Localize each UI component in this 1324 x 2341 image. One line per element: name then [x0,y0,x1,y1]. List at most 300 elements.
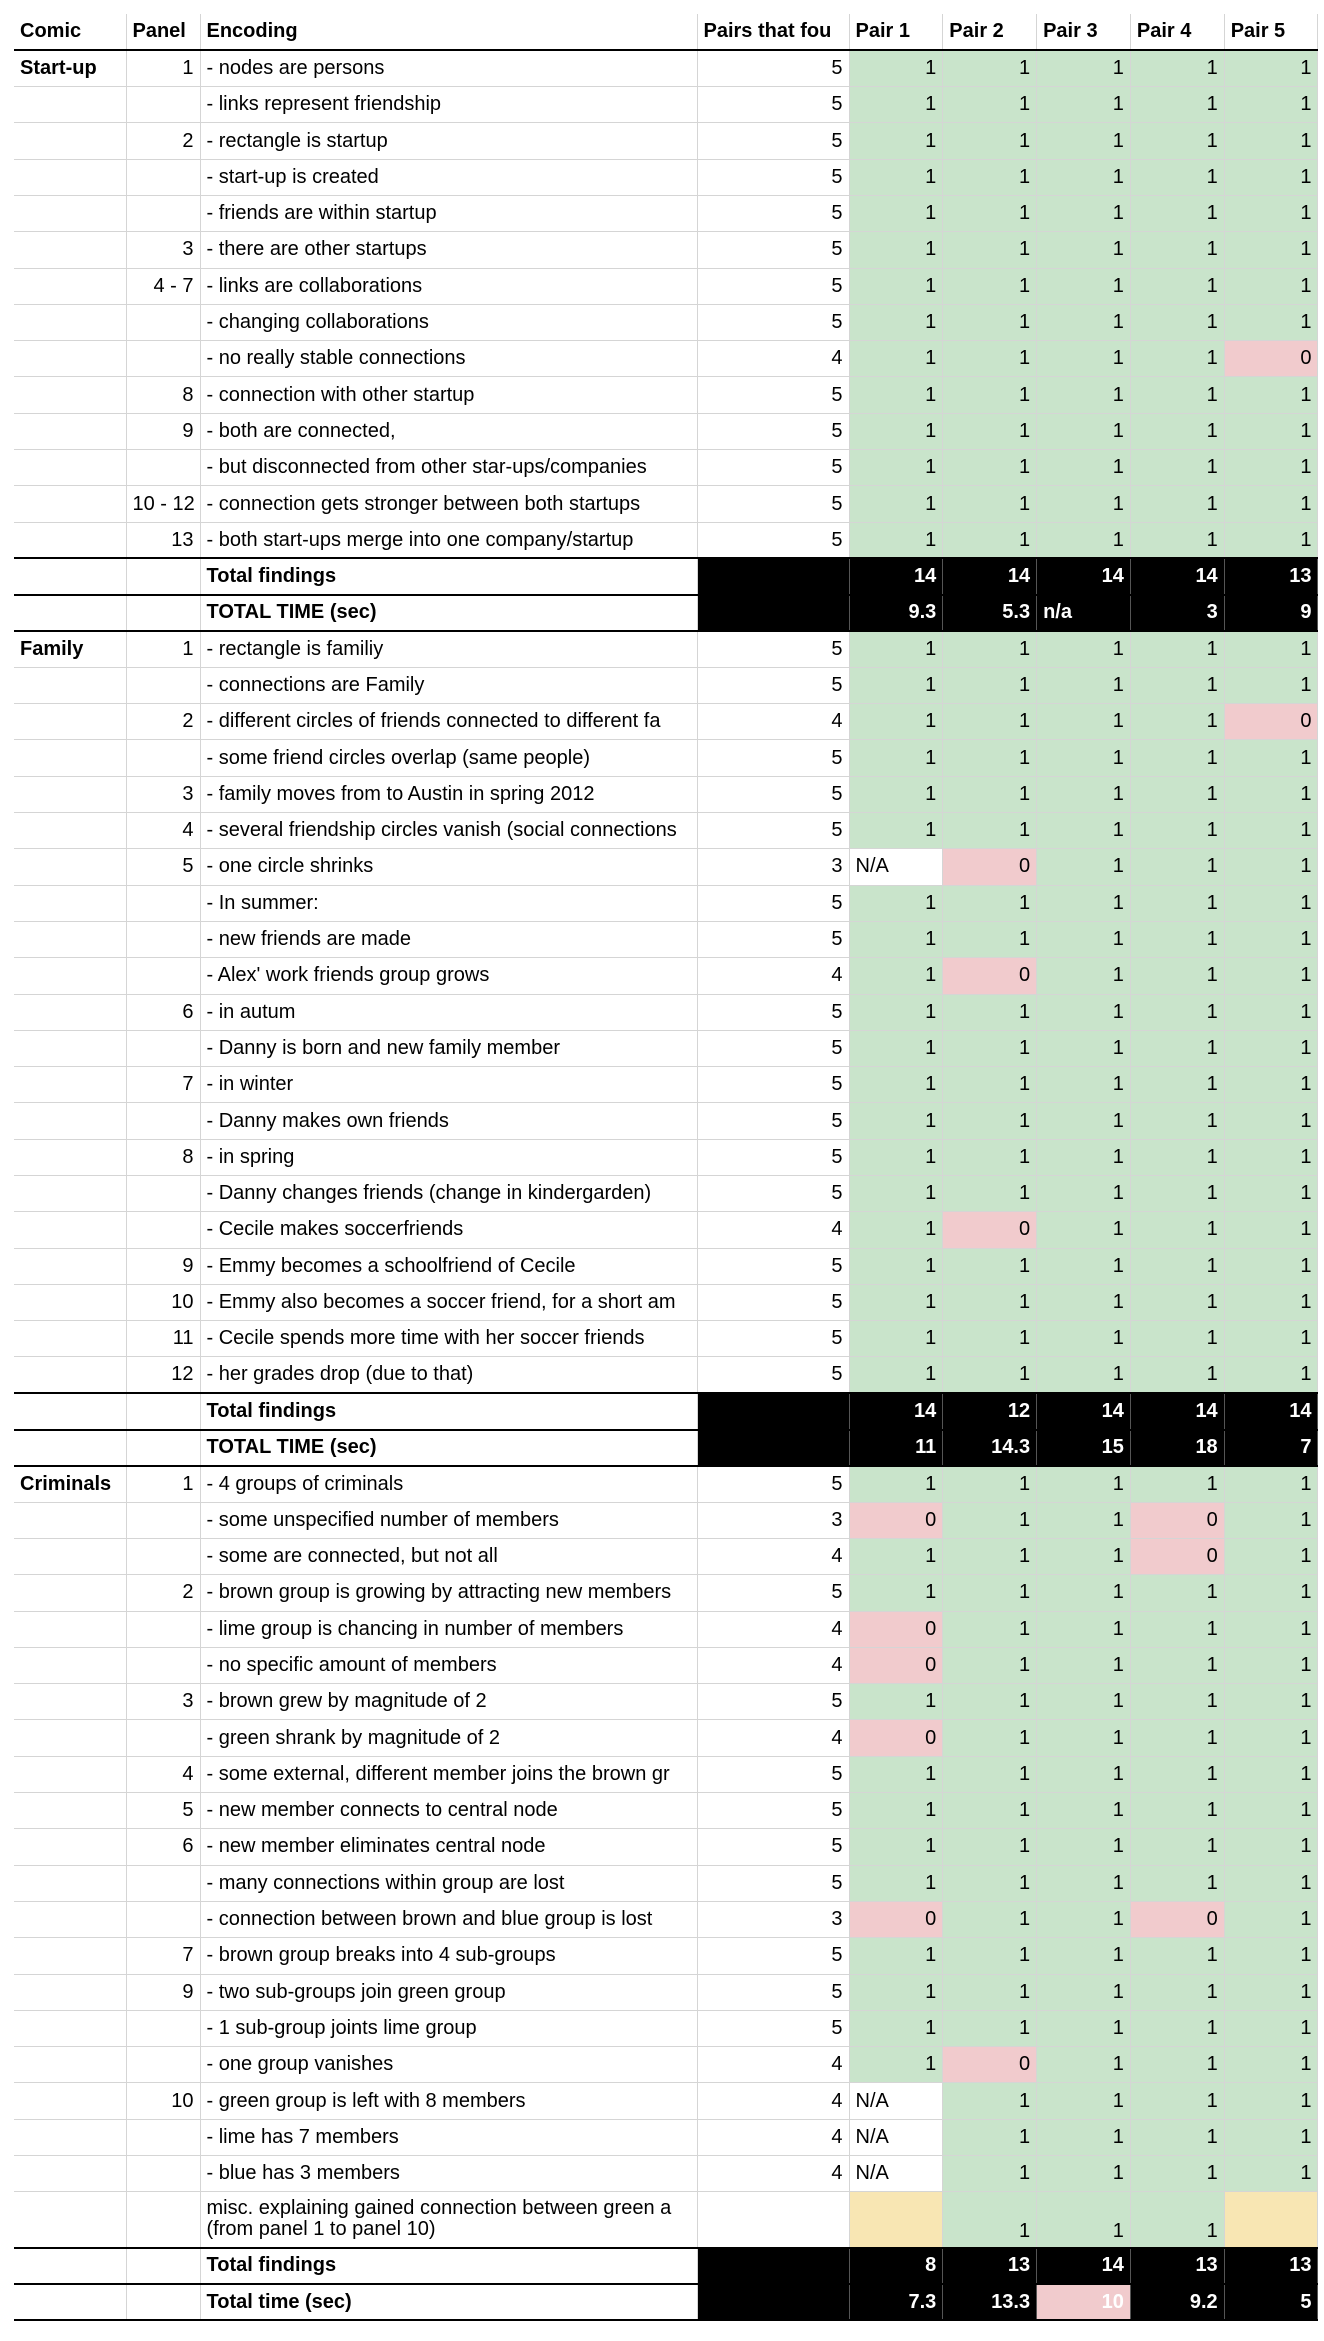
total-pair-2-cell[interactable]: 14.3 [943,1430,1037,1466]
pair-2-cell[interactable]: 1 [943,1248,1037,1284]
encoding-cell[interactable]: - Cecile makes soccerfriends [200,1212,697,1248]
pair-2-cell[interactable]: 1 [943,2192,1037,2248]
panel-cell[interactable]: 7 [126,1067,200,1103]
pair-5-cell[interactable]: 0 [1224,704,1318,740]
pair-1-cell[interactable]: 1 [849,1466,943,1502]
pair-5-cell[interactable]: 1 [1224,450,1318,486]
pair-5-cell[interactable]: 1 [1224,2083,1318,2119]
pairs-found-cell[interactable]: 5 [697,450,849,486]
encoding-cell[interactable]: - Danny changes friends (change in kindergarden) [200,1176,697,1212]
total-pair-4-cell[interactable]: 3 [1130,595,1224,631]
comic-cell[interactable] [14,1538,126,1574]
pair-3-cell[interactable]: 1 [1037,921,1131,957]
encoding-cell[interactable]: - her grades drop (due to that) [200,1357,697,1393]
panel-cell[interactable] [126,1538,200,1574]
pair-4-cell[interactable]: 1 [1130,1938,1224,1974]
pair-1-cell[interactable]: 1 [849,776,943,812]
pair-5-cell[interactable]: 1 [1224,2156,1318,2192]
pair-4-cell[interactable]: 1 [1130,704,1224,740]
total-pair-1-cell[interactable]: 14 [849,558,943,594]
panel-cell[interactable]: 2 [126,123,200,159]
panel-cell[interactable]: 8 [126,1139,200,1175]
panel-cell[interactable]: 9 [126,413,200,449]
pair-2-cell[interactable]: 1 [943,2119,1037,2155]
pairs-found-cell[interactable]: 5 [697,1829,849,1865]
pair-1-cell[interactable]: 1 [849,159,943,195]
pairs-found-cell[interactable]: 5 [697,1756,849,1792]
pair-5-cell[interactable]: 1 [1224,2047,1318,2083]
comic-cell[interactable] [14,2284,126,2320]
pair-3-cell[interactable]: 1 [1037,195,1131,231]
comic-cell[interactable]: Family [14,631,126,667]
pair-2-cell[interactable]: 1 [943,1684,1037,1720]
panel-cell[interactable]: 4 - 7 [126,268,200,304]
encoding-cell[interactable]: - green shrank by magnitude of 2 [200,1720,697,1756]
total-pair-1-cell[interactable]: 9.3 [849,595,943,631]
pair-3-cell[interactable]: 1 [1037,740,1131,776]
pair-3-cell[interactable]: 1 [1037,1720,1131,1756]
pair-4-cell[interactable]: 1 [1130,1793,1224,1829]
pair-4-cell[interactable]: 1 [1130,849,1224,885]
panel-cell[interactable] [126,450,200,486]
panel-cell[interactable]: 10 - 12 [126,486,200,522]
total-pair-5-cell[interactable]: 7 [1224,1430,1318,1466]
encoding-cell[interactable]: - no specific amount of members [200,1647,697,1683]
pairs-found-cell[interactable] [697,558,849,594]
comic-cell[interactable] [14,1103,126,1139]
comic-cell[interactable] [14,1393,126,1429]
pair-1-cell[interactable]: 1 [849,1321,943,1357]
pair-3-cell[interactable]: 1 [1037,50,1131,86]
panel-cell[interactable] [126,885,200,921]
pair-4-cell[interactable]: 1 [1130,450,1224,486]
pair-3-cell[interactable]: 1 [1037,704,1131,740]
total-pair-5-cell[interactable]: 9 [1224,595,1318,631]
total-pair-1-cell[interactable]: 8 [849,2248,943,2284]
pair-3-cell[interactable]: 1 [1037,1575,1131,1611]
pair-3-cell[interactable]: 1 [1037,958,1131,994]
panel-cell[interactable]: 9 [126,1974,200,2010]
pair-1-cell[interactable]: 0 [849,1611,943,1647]
pairs-found-cell[interactable] [697,595,849,631]
pair-2-cell[interactable]: 1 [943,1284,1037,1320]
encoding-cell[interactable]: - friends are within startup [200,195,697,231]
pair-4-cell[interactable]: 1 [1130,486,1224,522]
pair-3-cell[interactable]: 1 [1037,1248,1131,1284]
pairs-found-cell[interactable]: 3 [697,849,849,885]
encoding-cell[interactable]: - connection with other startup [200,377,697,413]
pairs-found-cell[interactable]: 5 [697,667,849,703]
panel-cell[interactable]: 3 [126,232,200,268]
pair-4-cell[interactable]: 1 [1130,1611,1224,1647]
pair-2-cell[interactable]: 1 [943,667,1037,703]
total-pair-5-cell[interactable]: 5 [1224,2284,1318,2320]
pairs-found-cell[interactable] [697,1393,849,1429]
pair-4-cell[interactable]: 1 [1130,631,1224,667]
pair-3-cell[interactable]: 1 [1037,1793,1131,1829]
pair-5-cell[interactable]: 1 [1224,1793,1318,1829]
encoding-cell[interactable]: - in autum [200,994,697,1030]
comic-cell[interactable] [14,2192,126,2248]
pair-4-cell[interactable]: 1 [1130,2156,1224,2192]
pair-1-cell[interactable]: 1 [849,195,943,231]
pair-3-cell[interactable]: 1 [1037,377,1131,413]
pair-1-cell[interactable]: 1 [849,958,943,994]
pair-2-cell[interactable]: 1 [943,1538,1037,1574]
pair-5-cell[interactable]: 1 [1224,1938,1318,1974]
pair-5-cell[interactable]: 1 [1224,413,1318,449]
pair-2-cell[interactable]: 1 [943,232,1037,268]
panel-cell[interactable]: 5 [126,849,200,885]
panel-cell[interactable]: 7 [126,1938,200,1974]
pair-2-cell[interactable]: 1 [943,631,1037,667]
pair-3-cell[interactable]: 1 [1037,2119,1131,2155]
pair-5-cell[interactable]: 1 [1224,2010,1318,2046]
pair-3-cell[interactable]: 1 [1037,1212,1131,1248]
pairs-found-cell[interactable]: 5 [697,740,849,776]
pair-4-cell[interactable]: 1 [1130,2119,1224,2155]
pairs-found-cell[interactable]: 4 [697,704,849,740]
comic-cell[interactable] [14,341,126,377]
pair-1-cell[interactable]: 1 [849,1829,943,1865]
pair-1-cell[interactable]: 1 [849,450,943,486]
pairs-found-cell[interactable]: 4 [697,1212,849,1248]
pair-1-cell[interactable]: 1 [849,1756,943,1792]
pair-1-cell[interactable]: 1 [849,341,943,377]
total-pair-3-cell[interactable]: 14 [1037,1393,1131,1429]
pair-3-cell[interactable]: 1 [1037,1538,1131,1574]
pair-3-cell[interactable]: 1 [1037,2010,1131,2046]
pair-5-cell[interactable]: 1 [1224,1030,1318,1066]
pairs-found-cell[interactable]: 4 [697,2156,849,2192]
pair-4-cell[interactable]: 1 [1130,2083,1224,2119]
pair-4-cell[interactable]: 1 [1130,159,1224,195]
pairs-found-cell[interactable]: 5 [697,1321,849,1357]
panel-cell[interactable] [126,1103,200,1139]
comic-cell[interactable] [14,304,126,340]
comic-cell[interactable] [14,1430,126,1466]
pair-1-cell[interactable]: 1 [849,50,943,86]
pairs-found-cell[interactable]: 5 [697,1067,849,1103]
pairs-found-cell[interactable]: 5 [697,50,849,86]
pair-1-cell[interactable]: 1 [849,268,943,304]
pair-4-cell[interactable]: 1 [1130,522,1224,558]
comic-cell[interactable] [14,1684,126,1720]
encoding-cell[interactable]: - in winter [200,1067,697,1103]
encoding-cell[interactable]: - different circles of friends connected to different fa [200,704,697,740]
pairs-found-cell[interactable] [697,2192,849,2248]
pair-2-cell[interactable]: 1 [943,159,1037,195]
pair-5-cell[interactable]: 1 [1224,486,1318,522]
pair-3-cell[interactable]: 1 [1037,1284,1131,1320]
total-pair-2-cell[interactable]: 14 [943,558,1037,594]
pair-1-cell[interactable]: 1 [849,1538,943,1574]
pair-2-cell[interactable]: 1 [943,1103,1037,1139]
pair-3-cell[interactable]: 1 [1037,522,1131,558]
pair-2-cell[interactable]: 1 [943,341,1037,377]
pair-1-cell[interactable]: 0 [849,1502,943,1538]
pair-1-cell[interactable]: 1 [849,1974,943,2010]
panel-cell[interactable] [126,740,200,776]
panel-cell[interactable] [126,341,200,377]
pair-1-cell[interactable]: 1 [849,413,943,449]
panel-cell[interactable] [126,1611,200,1647]
pair-1-cell[interactable]: 1 [849,522,943,558]
pair-3-cell[interactable]: 1 [1037,1176,1131,1212]
encoding-cell[interactable]: - rectangle is familiy [200,631,697,667]
pairs-found-cell[interactable]: 5 [697,123,849,159]
total-pair-5-cell[interactable]: 13 [1224,558,1318,594]
comic-cell[interactable] [14,2156,126,2192]
pairs-found-cell[interactable]: 4 [697,341,849,377]
total-pair-4-cell[interactable]: 18 [1130,1430,1224,1466]
comic-cell[interactable] [14,1502,126,1538]
comic-cell[interactable] [14,1829,126,1865]
encoding-cell[interactable]: - Alex' work friends group grows [200,958,697,994]
pair-4-cell[interactable]: 1 [1130,1829,1224,1865]
pair-3-cell[interactable]: 1 [1037,87,1131,123]
pair-5-cell[interactable]: 1 [1224,1502,1318,1538]
total-label[interactable]: Total time (sec) [200,2284,697,2320]
pair-5-cell[interactable]: 1 [1224,268,1318,304]
encoding-cell[interactable]: - new friends are made [200,921,697,957]
panel-cell[interactable] [126,1720,200,1756]
encoding-cell[interactable]: - links represent friendship [200,87,697,123]
panel-cell[interactable] [126,1901,200,1937]
pair-4-cell[interactable]: 1 [1130,1575,1224,1611]
pair-4-cell[interactable]: 1 [1130,813,1224,849]
pair-3-cell[interactable]: 1 [1037,1321,1131,1357]
pairs-found-cell[interactable]: 5 [697,776,849,812]
panel-cell[interactable] [126,1430,200,1466]
pair-3-cell[interactable]: 1 [1037,1901,1131,1937]
pair-2-cell[interactable]: 1 [943,2083,1037,2119]
panel-cell[interactable]: 3 [126,1684,200,1720]
panel-cell[interactable]: 2 [126,1575,200,1611]
pair-2-cell[interactable]: 1 [943,740,1037,776]
pair-1-cell[interactable]: 1 [849,740,943,776]
pair-2-cell[interactable]: 1 [943,1938,1037,1974]
panel-cell[interactable]: 1 [126,631,200,667]
comic-cell[interactable] [14,159,126,195]
comic-cell[interactable] [14,522,126,558]
pairs-found-cell[interactable]: 4 [697,958,849,994]
comic-cell[interactable] [14,704,126,740]
panel-cell[interactable] [126,87,200,123]
pair-1-cell[interactable]: 1 [849,377,943,413]
comic-cell[interactable] [14,1284,126,1320]
encoding-cell[interactable]: - start-up is created [200,159,697,195]
pair-1-cell[interactable]: 1 [849,631,943,667]
pair-5-cell[interactable]: 1 [1224,1357,1318,1393]
comic-cell[interactable] [14,1212,126,1248]
encoding-cell[interactable]: - some external, different member joins the brown gr [200,1756,697,1792]
pair-1-cell[interactable]: 1 [849,1103,943,1139]
total-pair-2-cell[interactable]: 13.3 [943,2284,1037,2320]
panel-cell[interactable] [126,1212,200,1248]
pair-5-cell[interactable]: 1 [1224,885,1318,921]
encoding-cell[interactable]: - green group is left with 8 members [200,2083,697,2119]
total-label[interactable]: Total findings [200,2248,697,2284]
pair-5-cell[interactable]: 1 [1224,1248,1318,1284]
pair-4-cell[interactable]: 1 [1130,377,1224,413]
pair-5-cell[interactable]: 1 [1224,195,1318,231]
pairs-found-cell[interactable]: 5 [697,1176,849,1212]
comic-cell[interactable] [14,413,126,449]
panel-cell[interactable] [126,667,200,703]
pair-5-cell[interactable]: 1 [1224,1284,1318,1320]
pair-4-cell[interactable]: 1 [1130,1176,1224,1212]
comic-cell[interactable] [14,2083,126,2119]
pair-2-cell[interactable]: 0 [943,958,1037,994]
pair-1-cell[interactable]: 0 [849,1901,943,1937]
pair-5-cell[interactable]: 1 [1224,1139,1318,1175]
pairs-found-cell[interactable]: 5 [697,1865,849,1901]
encoding-cell[interactable]: - brown group is growing by attracting new members [200,1575,697,1611]
comic-cell[interactable] [14,595,126,631]
encoding-cell[interactable]: - new member connects to central node [200,1793,697,1829]
encoding-cell[interactable]: - 1 sub-group joints lime group [200,2010,697,2046]
encoding-cell[interactable]: - links are collaborations [200,268,697,304]
pair-5-cell[interactable]: 1 [1224,87,1318,123]
panel-cell[interactable] [126,2047,200,2083]
pair-4-cell[interactable]: 1 [1130,1321,1224,1357]
encoding-cell[interactable]: - two sub-groups join green group [200,1974,697,2010]
pair-2-cell[interactable]: 1 [943,994,1037,1030]
header-encoding[interactable]: Encoding [200,14,697,50]
comic-cell[interactable] [14,268,126,304]
pair-3-cell[interactable]: 1 [1037,631,1131,667]
encoding-cell[interactable]: - Emmy becomes a schoolfriend of Cecile [200,1248,697,1284]
encoding-cell[interactable]: - 4 groups of criminals [200,1466,697,1502]
pair-3-cell[interactable]: 1 [1037,123,1131,159]
encoding-cell[interactable]: - many connections within group are lost [200,1865,697,1901]
comic-cell[interactable] [14,1720,126,1756]
pairs-found-cell[interactable]: 4 [697,2047,849,2083]
pairs-found-cell[interactable] [697,2284,849,2320]
comic-cell[interactable] [14,232,126,268]
total-pair-3-cell[interactable]: 14 [1037,558,1131,594]
panel-cell[interactable]: 8 [126,377,200,413]
pair-3-cell[interactable]: 1 [1037,268,1131,304]
pair-1-cell[interactable]: 1 [849,1067,943,1103]
pair-3-cell[interactable]: 1 [1037,994,1131,1030]
encoding-cell[interactable]: - Cecile spends more time with her soccer friends [200,1321,697,1357]
pair-4-cell[interactable]: 1 [1130,1720,1224,1756]
pair-3-cell[interactable]: 1 [1037,1938,1131,1974]
pair-5-cell[interactable]: 1 [1224,50,1318,86]
pair-2-cell[interactable]: 1 [943,195,1037,231]
pair-5-cell[interactable]: 1 [1224,1538,1318,1574]
total-label[interactable]: TOTAL TIME (sec) [200,595,697,631]
pair-2-cell[interactable]: 1 [943,1756,1037,1792]
total-pair-4-cell[interactable]: 13 [1130,2248,1224,2284]
pair-2-cell[interactable]: 1 [943,813,1037,849]
pair-5-cell[interactable]: 1 [1224,1067,1318,1103]
panel-cell[interactable]: 2 [126,704,200,740]
comic-cell[interactable] [14,1067,126,1103]
pair-5-cell[interactable]: 1 [1224,1647,1318,1683]
encoding-cell[interactable] [200,2192,697,2248]
pairs-found-cell[interactable]: 5 [697,1466,849,1502]
encoding-cell[interactable]: - no really stable connections [200,341,697,377]
comic-cell[interactable] [14,1321,126,1357]
pair-2-cell[interactable]: 1 [943,87,1037,123]
pairs-found-cell[interactable] [697,1430,849,1466]
encoding-cell[interactable]: - but disconnected from other star-ups/companies [200,450,697,486]
comic-cell[interactable] [14,1647,126,1683]
pairs-found-cell[interactable]: 5 [697,522,849,558]
total-pair-3-cell[interactable]: 10 [1037,2284,1131,2320]
pair-1-cell[interactable] [849,2192,943,2248]
pair-5-cell[interactable] [1224,2192,1318,2248]
panel-cell[interactable] [126,921,200,957]
pair-3-cell[interactable]: 1 [1037,1067,1131,1103]
pair-4-cell[interactable]: 1 [1130,195,1224,231]
comic-cell[interactable] [14,123,126,159]
panel-cell[interactable]: 5 [126,1793,200,1829]
pair-1-cell[interactable]: 1 [849,994,943,1030]
pairs-found-cell[interactable]: 5 [697,1793,849,1829]
total-pair-3-cell[interactable]: n/a [1037,595,1131,631]
pair-4-cell[interactable]: 1 [1130,2047,1224,2083]
pair-4-cell[interactable]: 1 [1130,667,1224,703]
pair-3-cell[interactable]: 1 [1037,776,1131,812]
header-pair-5[interactable]: Pair 5 [1224,14,1318,50]
panel-cell[interactable] [126,1502,200,1538]
pair-4-cell[interactable]: 1 [1130,1103,1224,1139]
pair-1-cell[interactable]: 1 [849,304,943,340]
pair-2-cell[interactable]: 1 [943,1321,1037,1357]
pair-2-cell[interactable]: 1 [943,1139,1037,1175]
comic-cell[interactable]: Criminals [14,1466,126,1502]
pair-3-cell[interactable]: 1 [1037,1684,1131,1720]
pair-1-cell[interactable]: 1 [849,1212,943,1248]
panel-cell[interactable]: 3 [126,776,200,812]
total-pair-5-cell[interactable]: 14 [1224,1393,1318,1429]
pair-4-cell[interactable]: 1 [1130,50,1224,86]
pair-5-cell[interactable]: 1 [1224,522,1318,558]
pair-3-cell[interactable]: 1 [1037,1611,1131,1647]
pairs-found-cell[interactable]: 3 [697,1502,849,1538]
pair-2-cell[interactable]: 1 [943,921,1037,957]
encoding-cell[interactable]: - there are other startups [200,232,697,268]
pair-3-cell[interactable]: 1 [1037,2156,1131,2192]
encoding-cell[interactable]: - rectangle is startup [200,123,697,159]
panel-cell[interactable] [126,1393,200,1429]
comic-cell[interactable] [14,1176,126,1212]
panel-cell[interactable] [126,2248,200,2284]
pair-4-cell[interactable]: 1 [1130,413,1224,449]
panel-cell[interactable]: 11 [126,1321,200,1357]
pair-3-cell[interactable]: 1 [1037,885,1131,921]
total-pair-1-cell[interactable]: 11 [849,1430,943,1466]
pair-2-cell[interactable]: 1 [943,1611,1037,1647]
pair-2-cell[interactable]: 1 [943,776,1037,812]
pair-3-cell[interactable]: 1 [1037,1865,1131,1901]
panel-cell[interactable] [126,1176,200,1212]
pair-4-cell[interactable]: 1 [1130,1974,1224,2010]
comic-cell[interactable] [14,921,126,957]
pair-4-cell[interactable]: 1 [1130,341,1224,377]
pair-5-cell[interactable]: 1 [1224,921,1318,957]
pair-3-cell[interactable]: 1 [1037,159,1131,195]
pair-1-cell[interactable]: N/A [849,2156,943,2192]
comic-cell[interactable] [14,1974,126,2010]
total-label[interactable]: TOTAL TIME (sec) [200,1430,697,1466]
total-label[interactable]: Total findings [200,558,697,594]
pairs-found-cell[interactable]: 5 [697,1284,849,1320]
